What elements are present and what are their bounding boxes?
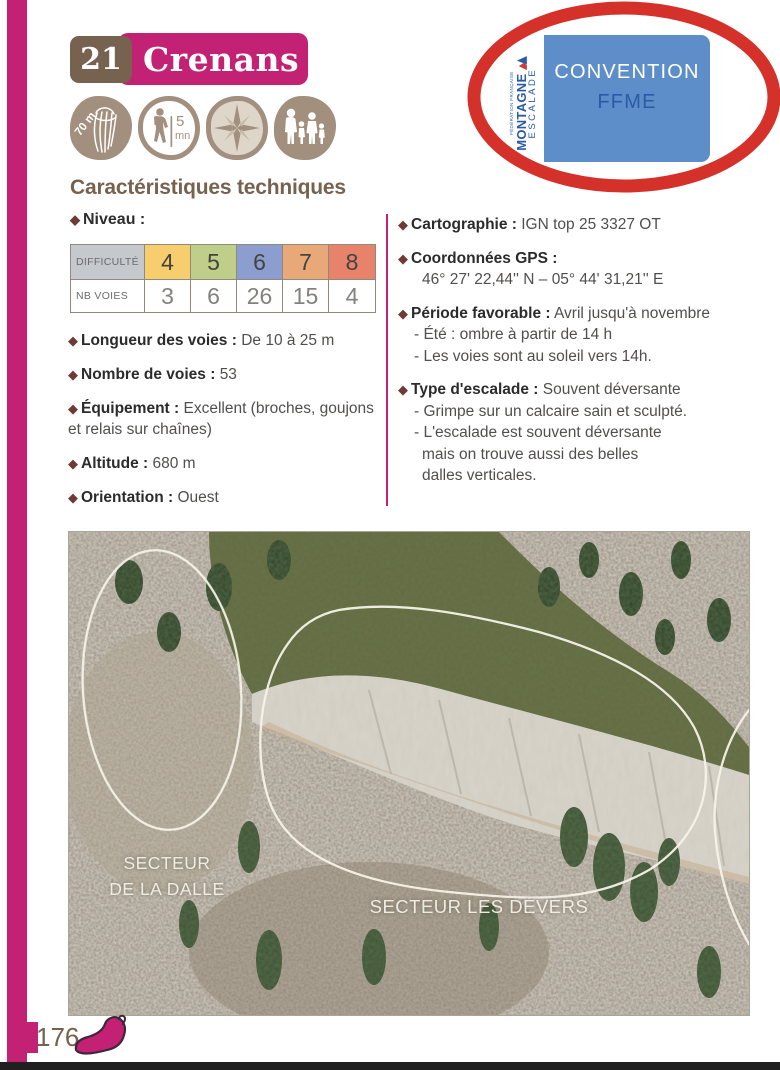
niveau-label: ◆ Niveau : [70, 211, 146, 228]
type-note: dalles verticales. [422, 467, 537, 484]
approach-time-icon [138, 96, 200, 160]
diamond-bullet-icon: ◆ [68, 401, 78, 416]
voies-cell: 15 [283, 280, 329, 312]
left-spec-column [68, 330, 388, 521]
spec-item-type-escalade: ◆ Type d'escalade : Souvent déversante - Grimpe sur un calcaire sain et sculpté. - L'escalade est souvent déversante mais on trouve aussi des belles dalles verticales. [398, 379, 770, 487]
diamond-bullet-icon: ◆ [398, 305, 408, 321]
voies-cell: 3 [145, 280, 191, 312]
left-accent-bar [7, 0, 27, 1062]
ffme-convention-badge [505, 35, 710, 162]
spec-item-periode: ◆ Période favorable : Avril jusqu'à novembre - Été : ombre à partir de 14 h - Les voies sont au soleil vers 14h. [398, 303, 770, 368]
voies-cell: 26 [237, 280, 283, 312]
svg-text:70 m: 70 m [72, 110, 99, 139]
climbing-shoe-icon [74, 1012, 132, 1062]
type-note: - Grimpe sur un calcaire sain et sculpté. [414, 402, 688, 420]
voies-cell: 6 [191, 280, 237, 312]
crag-aerial-photo [68, 531, 750, 1016]
type-note: - L'escalade est souvent déversante [414, 424, 662, 441]
sector-label-dalle: SECTEUR DE LA DALLE [109, 853, 225, 899]
voies-cell: 4 [345, 282, 359, 309]
ffme-label: FFME [597, 91, 657, 113]
difficulty-table [70, 244, 376, 313]
difficulty-cell: 8 [329, 245, 375, 280]
ffme-federation-text: FÉDÉRATION FRANÇAISE [508, 71, 514, 136]
spec-item-nombre: ◆ Nombre de voies : 53 [68, 366, 237, 383]
diamond-bullet-icon: ◆ [398, 250, 408, 266]
periode-note: - Les voies sont au soleil vers 14h. [414, 347, 652, 365]
difficulty-cell: 7 [283, 245, 329, 280]
convention-label: CONVENTION [554, 61, 700, 83]
family-icon [274, 96, 336, 160]
spec-item-equipement: ◆ Équipement : Excellent (broches, goujons et relais sur chaînes) [68, 400, 374, 438]
page-bottom-edge [0, 1062, 780, 1070]
column-divider [386, 214, 388, 506]
difficulty-cell: 6 [237, 245, 283, 280]
difficulty-cell: 4 [145, 245, 191, 280]
spec-item-cartographie: ◆ Cartographie : IGN top 25 3327 OT [398, 216, 661, 233]
difficulty-cell: 5 [191, 245, 237, 280]
diamond-bullet-icon: ◆ [68, 490, 78, 505]
page-number: 176 [36, 1022, 80, 1052]
diamond-bullet-icon: ◆ [68, 333, 78, 348]
site-number: 21 [80, 42, 122, 77]
periode-note: - Été : ombre à partir de 14 h [414, 326, 613, 343]
difficulty-row-header: DIFFICULTÉ [71, 245, 145, 280]
gps-coordinates: 46° 27' 22,44'' N – 05° 44' 31,21'' E [422, 271, 664, 288]
site-name: Crenans [142, 39, 300, 79]
ffme-escalade-text: ESCALADE [527, 67, 539, 139]
ffme-logo-strip [505, 35, 544, 162]
spec-item-longueur: ◆ Longueur des voies : De 10 à 25 m [68, 332, 335, 349]
section-title: Caractéristiques techniques [70, 176, 346, 199]
ffme-montagne-text: MONTAGNE [513, 73, 529, 151]
type-note: mais on trouve aussi des belles [422, 445, 639, 463]
site-number-box [70, 36, 132, 83]
voies-row-header: NB VOIES [71, 280, 145, 312]
diamond-bullet-icon: ◆ [398, 217, 408, 232]
diamond-bullet-icon: ◆ [68, 456, 78, 471]
diamond-bullet-icon: ◆ [68, 367, 78, 382]
svg-text:5: 5 [176, 113, 185, 130]
crag-photo-illustration [69, 532, 749, 1015]
spec-item-altitude: ◆ Altitude : 680 m [68, 455, 196, 472]
sector-label-devers: SECTEUR LES DÉVERS [369, 896, 589, 917]
rope-length-icon [70, 96, 132, 160]
site-name-banner [118, 33, 308, 85]
svg-text:mn: mn [175, 130, 191, 142]
right-spec-column [398, 214, 770, 499]
diamond-bullet-icon: ◆ [398, 382, 408, 397]
diamond-bullet-icon: ◆ [70, 212, 80, 227]
spec-item-gps: ◆ Coordonnées GPS : 46° 27' 22,44'' N – 05° 44' 31,21'' E [398, 248, 770, 291]
spec-item-orientation: ◆ Orientation : Ouest [68, 489, 219, 506]
compass-orientation-icon [206, 96, 268, 160]
